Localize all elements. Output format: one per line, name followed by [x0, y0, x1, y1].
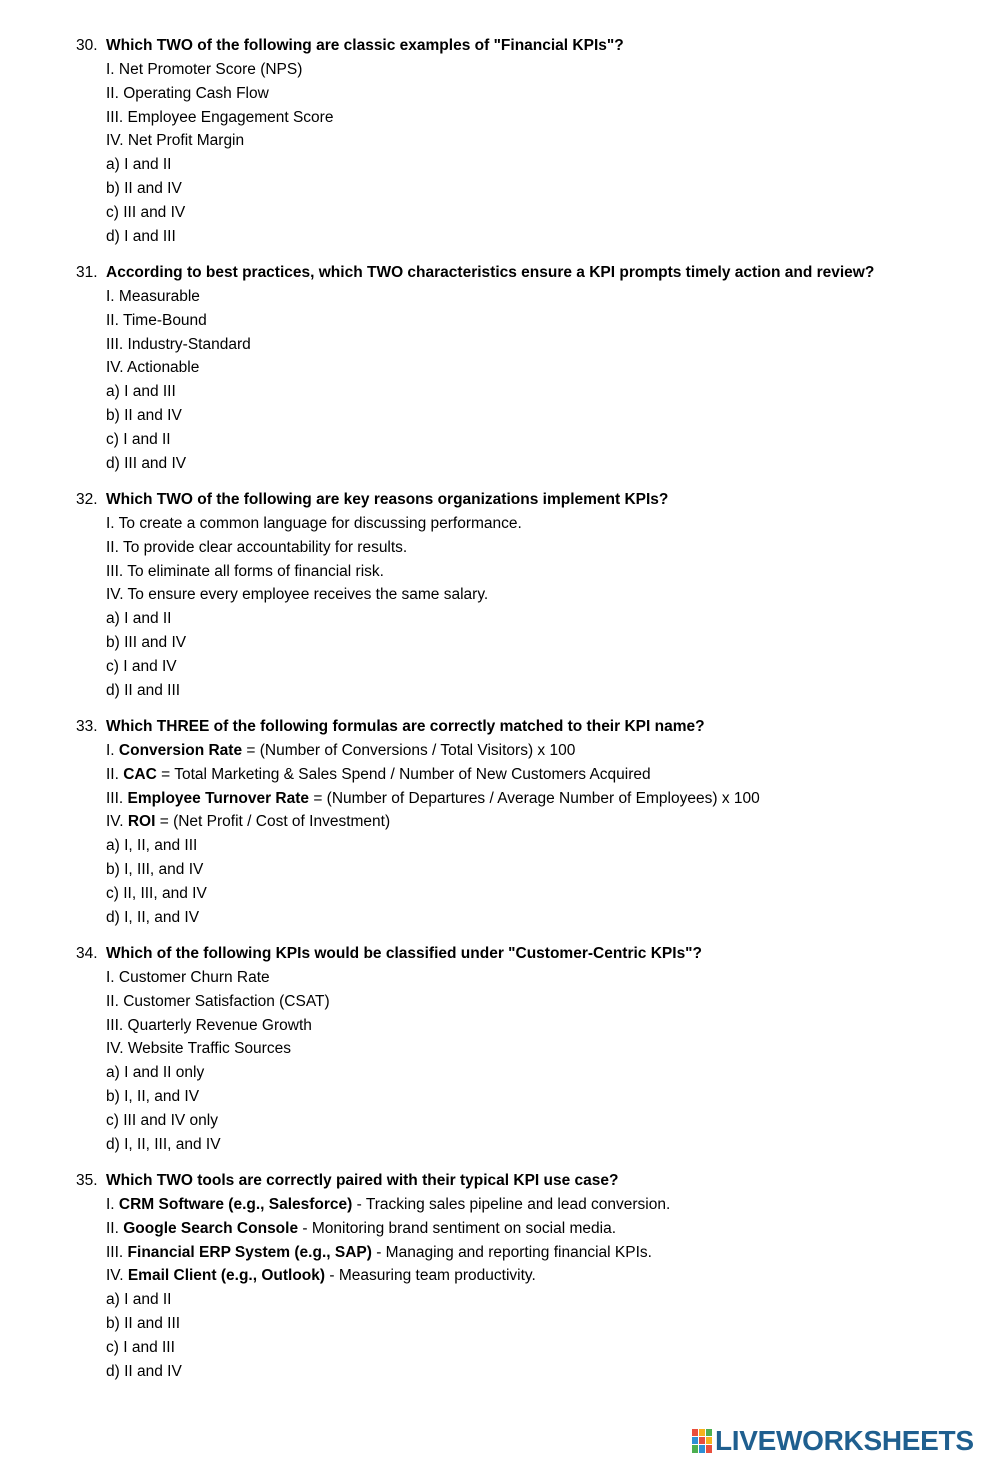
option-c: c) III and IV only	[106, 1111, 218, 1129]
question-text: Which TWO tools are correctly paired with their typical KPI use case?	[106, 1172, 619, 1189]
statement-iii: III. Financial ERP System (e.g., SAP) - Managing and reporting financial KPIs.	[106, 1243, 652, 1261]
question-header	[0, 488, 1000, 512]
statement-i: I. Net Promoter Score (NPS)	[106, 61, 303, 78]
statement-iii: III. Industry-Standard	[106, 335, 251, 353]
question-number: 33.	[76, 718, 98, 735]
statement-ii: II. To provide clear accountability for results.	[106, 538, 408, 556]
option-a: a) I and III	[106, 383, 176, 401]
question-32	[0, 488, 1000, 702]
question-header	[0, 261, 1000, 285]
statement-i: I. Measurable	[106, 288, 200, 305]
option-b: b) I, III, and IV	[106, 860, 204, 878]
statement-iv: IV. ROI = (Net Profit / Cost of Investment)	[106, 813, 391, 831]
question-header	[0, 715, 1000, 739]
liveworksheets-logo-text: LIVEWORKSHEETS	[715, 1425, 974, 1456]
option-d: d) I, II, III, and IV	[106, 1135, 221, 1153]
statement-ii: II. CAC = Total Marketing & Sales Spend / Number of New Customers Acquired	[106, 765, 651, 783]
option-a: a) I and II	[106, 1291, 172, 1309]
option-c: c) I and III	[106, 1338, 175, 1356]
option-a: a) I and II	[106, 610, 172, 628]
question-number: 32.	[76, 491, 98, 508]
option-b: b) II and III	[106, 1314, 181, 1332]
question-text: According to best practices, which TWO characteristics ensure a KPI prompts timely action and review?	[106, 264, 875, 281]
option-d: d) I and III	[106, 227, 176, 245]
statement-iv: IV. Actionable	[106, 359, 200, 377]
statement-ii: II. Customer Satisfaction (CSAT)	[106, 992, 330, 1010]
question-30	[0, 34, 1000, 248]
question-header	[0, 942, 1000, 966]
statement-i: I. To create a common language for discussing performance.	[106, 515, 522, 532]
question-header	[0, 1169, 1000, 1193]
statement-i: I. Conversion Rate = (Number of Conversions / Total Visitors) x 100	[106, 742, 576, 759]
option-b: b) III and IV	[106, 633, 187, 651]
statement-iv: IV. To ensure every employee receives the same salary.	[106, 586, 489, 604]
statement-iv: IV. Website Traffic Sources	[106, 1040, 291, 1058]
option-b: b) I, II, and IV	[106, 1087, 200, 1105]
question-number: 35.	[76, 1172, 98, 1189]
statement-ii: II. Time-Bound	[106, 311, 207, 329]
question-text: Which THREE of the following formulas are correctly matched to their KPI name?	[106, 718, 705, 735]
option-c: c) I and II	[106, 430, 171, 448]
statement-iv: IV. Email Client (e.g., Outlook) - Measuring team productivity.	[106, 1267, 536, 1285]
statement-iii: III. Employee Turnover Rate = (Number of Departures / Average Number of Employees) x 100	[106, 789, 760, 807]
question-34	[0, 942, 1000, 1156]
option-b: b) II and IV	[106, 179, 182, 197]
option-a: a) I, II, and III	[106, 837, 198, 855]
statement-iii: III. Employee Engagement Score	[106, 108, 334, 126]
option-a: a) I and II only	[106, 1064, 205, 1082]
statement-ii: II. Google Search Console - Monitoring brand sentiment on social media.	[106, 1219, 617, 1237]
option-d: d) I, II, and IV	[106, 908, 200, 926]
statement-iii: III. Quarterly Revenue Growth	[106, 1016, 312, 1034]
question-text: Which of the following KPIs would be classified under "Customer-Centric KPIs"?	[106, 945, 703, 962]
question-35	[0, 1169, 1000, 1383]
statement-i: I. Customer Churn Rate	[106, 969, 270, 986]
question-header	[0, 34, 1000, 58]
liveworksheets-logo-icon	[692, 1429, 712, 1453]
option-b: b) II and IV	[106, 406, 182, 424]
option-d: d) II and IV	[106, 1362, 182, 1380]
question-number: 34.	[76, 945, 98, 962]
question-text: Which TWO of the following are key reasons organizations implement KPIs?	[106, 491, 669, 508]
option-c: c) I and IV	[106, 657, 177, 675]
question-number: 30.	[76, 37, 98, 54]
option-d: d) II and III	[106, 681, 181, 699]
statement-iii: III. To eliminate all forms of financial risk.	[106, 562, 384, 580]
statement-i: I. CRM Software (e.g., Salesforce) - Tracking sales pipeline and lead conversion.	[106, 1196, 671, 1213]
question-31	[0, 261, 1000, 475]
liveworksheets-logo	[692, 1424, 974, 1458]
question-33	[0, 715, 1000, 929]
statement-iv: IV. Net Profit Margin	[106, 132, 245, 150]
option-c: c) III and IV	[106, 203, 186, 221]
option-d: d) III and IV	[106, 454, 187, 472]
question-number: 31.	[76, 264, 98, 281]
option-a: a) I and II	[106, 156, 172, 174]
statement-ii: II. Operating Cash Flow	[106, 84, 269, 102]
question-text: Which TWO of the following are classic examples of "Financial KPIs"?	[106, 37, 624, 54]
option-c: c) II, III, and IV	[106, 884, 207, 902]
